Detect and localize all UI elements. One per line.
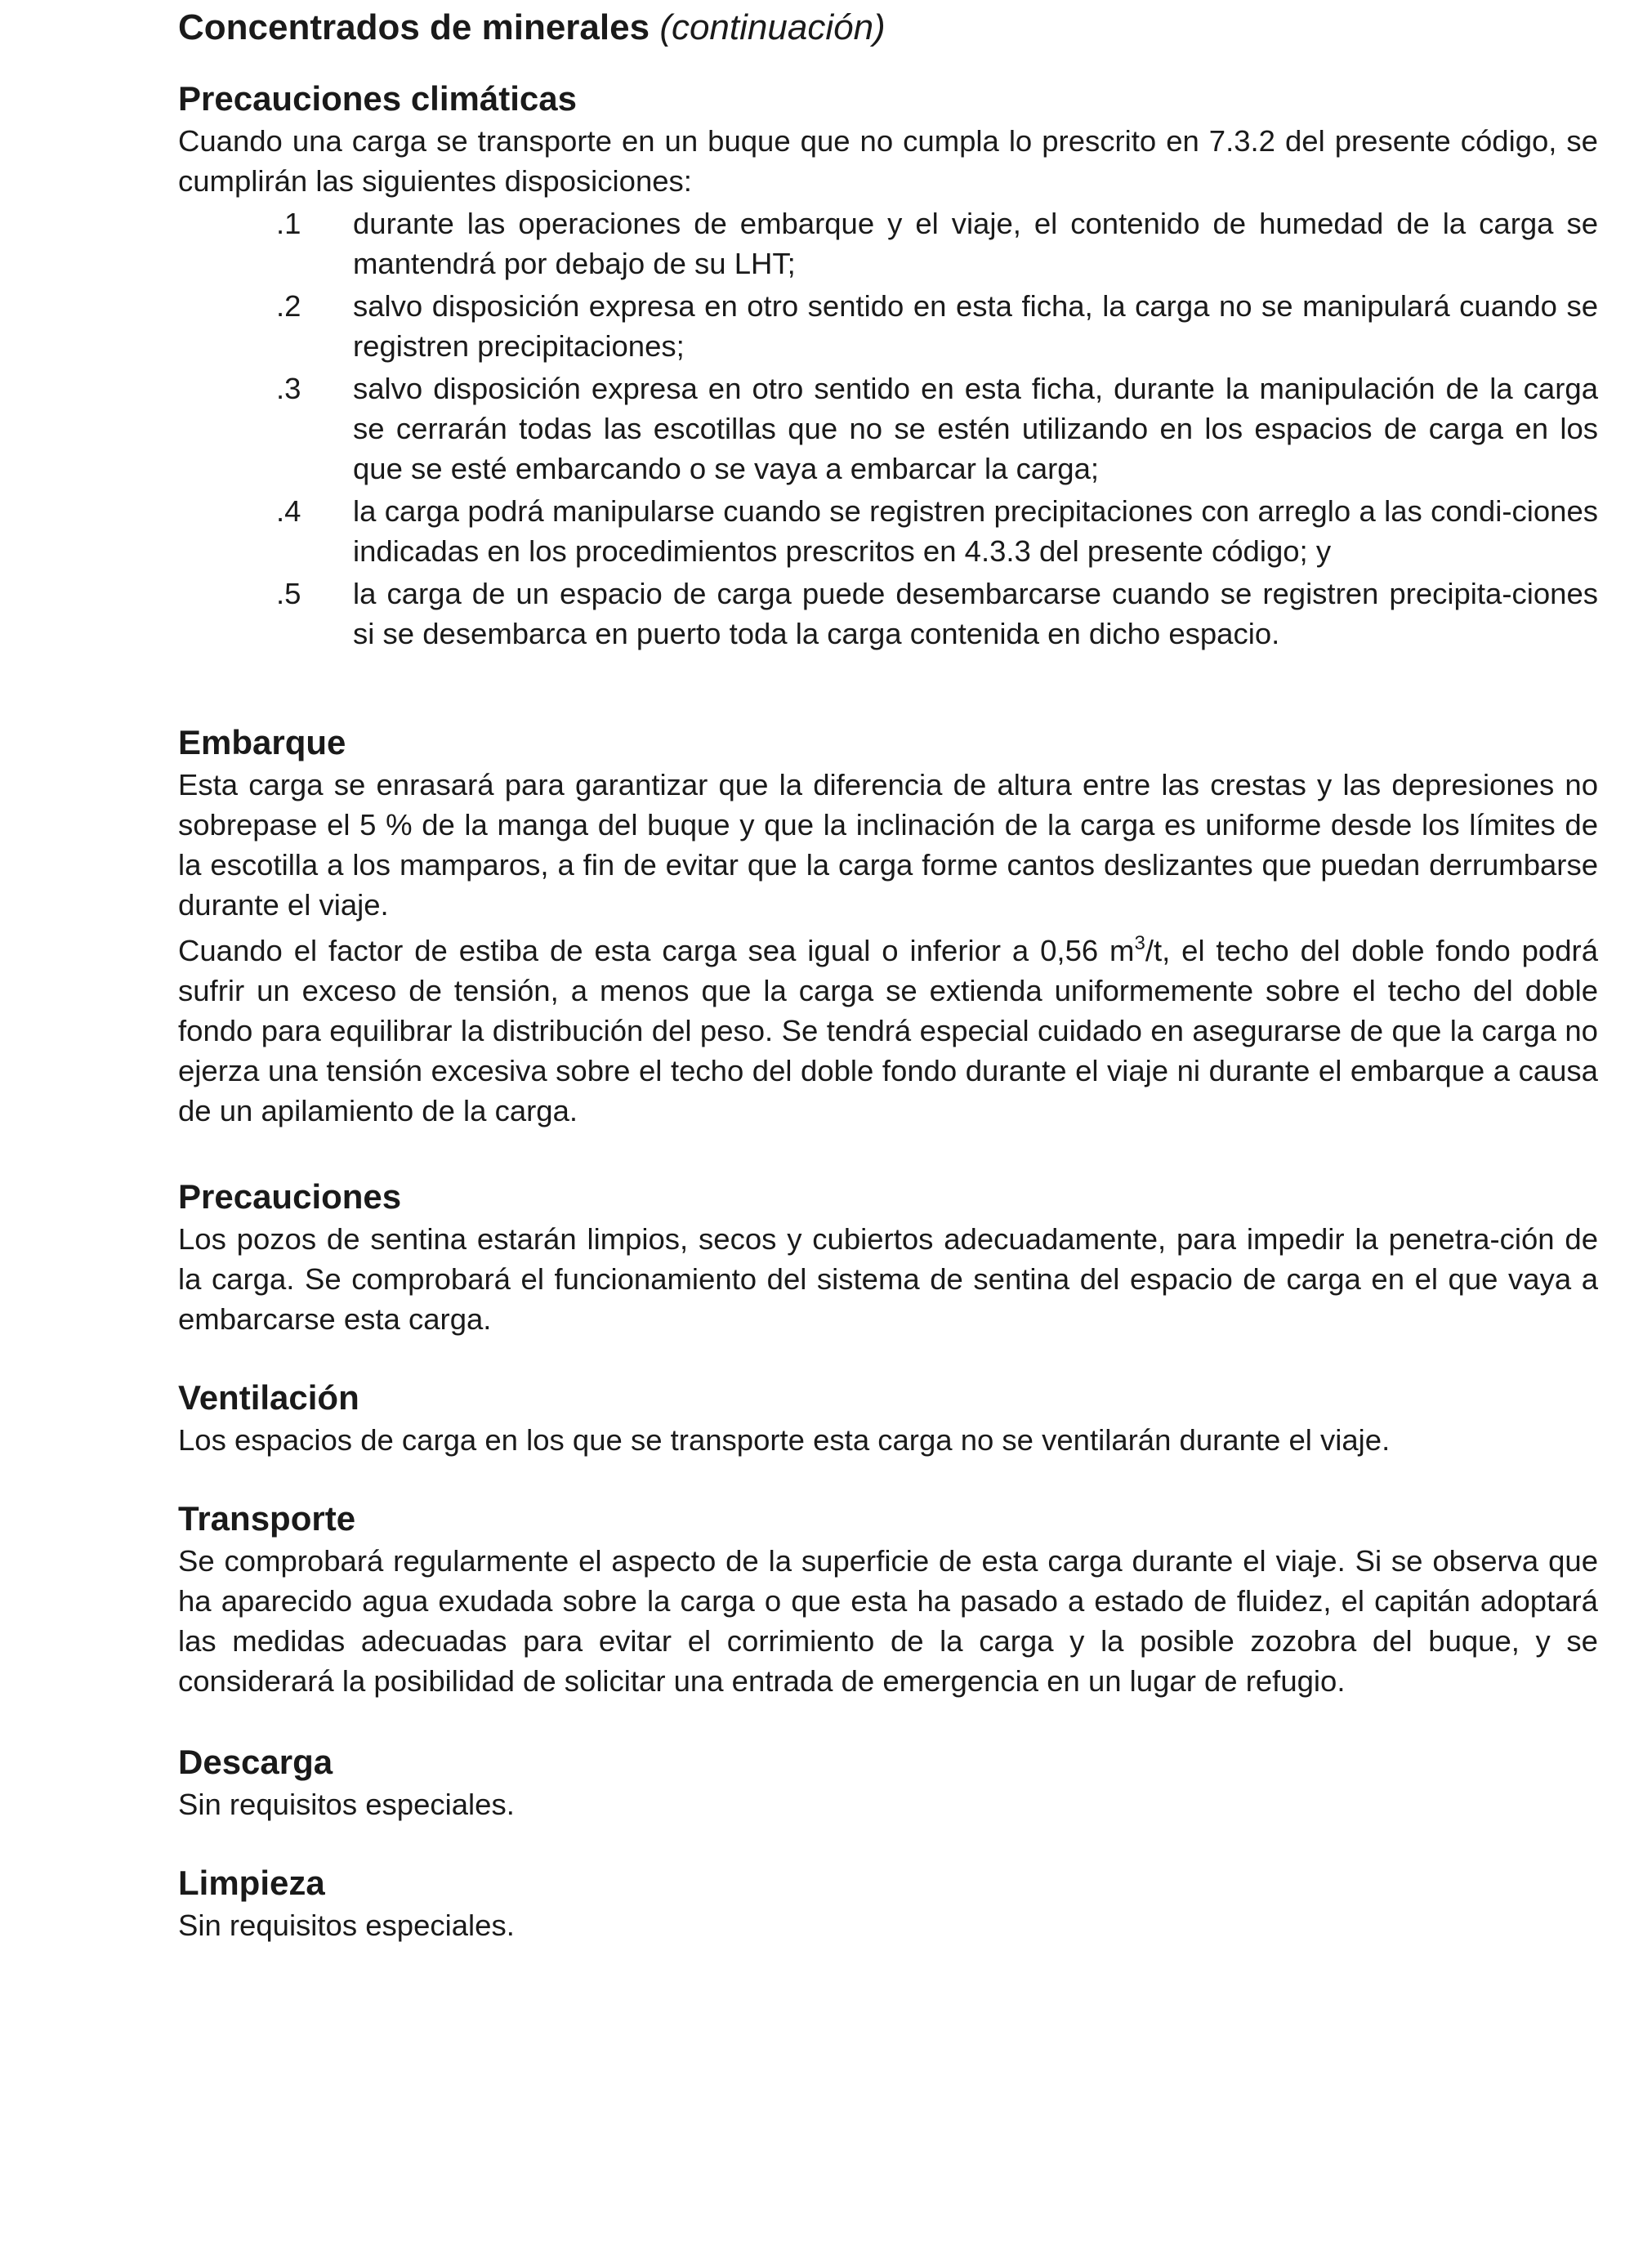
list-item <box>178 286 1598 366</box>
list-item-text: la carga de un espacio de carga puede desembarcarse cuando se registren precipita-ciones si se desembarca en puerto toda la carga contenida en dicho espacio. <box>353 577 1598 650</box>
section-paragraph-embarque-2 <box>178 931 1598 1131</box>
page-title-continuation: (continuación) <box>659 7 886 47</box>
section-heading-descarga: Descarga <box>178 1743 333 1781</box>
section-paragraph-embarque-1: Esta carga se enrasará para garantizar que la diferencia de altura entre las crestas y las depresiones no sobrepase el 5 % de la manga del buque y que la inclinación de la carga es uniforme desde los límites de la escotilla a los mamparos, a fin de evitar que la carga forme cantos deslizantes que puedan derrumbarse durante el viaje. <box>178 768 1598 922</box>
list-item-number: .1 <box>276 207 301 240</box>
section-heading-embarque: Embarque <box>178 723 346 761</box>
list-item-number: .3 <box>276 372 301 405</box>
section-paragraph-precauciones: Los pozos de sentina estarán limpios, secos y cubiertos adecuadamente, para impedir la penetra-ción de la carga. Se comprobará el funcionamiento del sistema de sentina del espacio de carga en el que vaya a embarcarse esta carga. <box>178 1222 1598 1336</box>
list-item <box>178 491 1598 571</box>
section-heading-limpieza: Limpieza <box>178 1864 325 1902</box>
section-paragraph-transporte: Se comprobará regularmente el aspecto de la superficie de esta carga durante el viaje. Si se observa que ha aparecido agua exudada sobre la carga o que esta ha pasado a estado de fluidez, el capitán adoptará las medidas adecuadas para evitar el corrimiento de la carga y la posible zozobra del buque, y se considerará la posibilidad de solicitar una entrada de emergencia en un lugar de refugio. <box>178 1544 1598 1698</box>
section-precauciones <box>178 1175 1598 1339</box>
section-descarga <box>178 1740 1598 1824</box>
provisions-list <box>178 203 1598 654</box>
section-transporte <box>178 1497 1598 1701</box>
page-title-main: Concentrados de minerales <box>178 7 650 47</box>
superscript-exponent: 3 <box>1134 932 1145 954</box>
stowage-text-after: /t, el techo del doble fondo podrá sufrir un exceso de tensión, a menos que la carga se extienda uniformemente sobre el techo del doble fondo para equilibrar la distribución del peso. Se tendrá especial cuidado en asegurarse de que la carga no ejerza una tensión excesiva sobre el techo del doble fondo durante el viaje ni durante el embarque a causa de un apilamiento de la carga. <box>178 934 1598 1127</box>
section-limpieza <box>178 1861 1598 1945</box>
section-ventilacion <box>178 1376 1598 1460</box>
list-item-text: salvo disposición expresa en otro sentido en esta ficha, la carga no se manipulará cuando se registren precipitaciones; <box>353 289 1598 363</box>
section-embarque <box>178 721 1598 1131</box>
page-title <box>178 5 886 51</box>
list-item <box>178 203 1598 284</box>
section-heading-precauciones: Precauciones <box>178 1177 402 1216</box>
list-item <box>178 368 1598 489</box>
section-paragraph-limpieza: Sin requisitos especiales. <box>178 1909 515 1942</box>
list-item-text: la carga podrá manipularse cuando se registren precipitaciones con arreglo a las condi-ciones indicadas en los procedimientos prescritos en 4.3.3 del presente código; y <box>353 494 1598 568</box>
list-item-text: durante las operaciones de embarque y el viaje, el contenido de humedad de la carga se mantendrá por debajo de su LHT; <box>353 207 1598 280</box>
list-item <box>178 574 1598 654</box>
section-heading-ventilacion: Ventilación <box>178 1378 359 1417</box>
section-paragraph-descarga: Sin requisitos especiales. <box>178 1788 515 1821</box>
list-item-number: .5 <box>276 577 301 610</box>
section-paragraph-ventilacion: Los espacios de carga en los que se transporte esta carga no se ventilarán durante el viaje. <box>178 1423 1391 1457</box>
section-precauciones-climaticas <box>178 77 1598 654</box>
list-item-text: salvo disposición expresa en otro sentido en esta ficha, durante la manipulación de la carga se cerrarán todas las escotillas que no se estén utilizando en los espacios de carga en los que se esté embarcando o se vaya a embarcar la carga; <box>353 372 1598 485</box>
section-heading-transporte: Transporte <box>178 1499 356 1538</box>
section-intro-precauciones-climaticas: Cuando una carga se transporte en un buque que no cumpla lo prescrito en 7.3.2 del presente código, se cumplirán las siguientes disposiciones: <box>178 124 1598 198</box>
section-heading-precauciones-climaticas: Precauciones climáticas <box>178 79 577 118</box>
list-item-number: .2 <box>276 289 301 323</box>
stowage-text-before: Cuando el factor de estiba de esta carga sea igual o inferior a 0,56 m <box>178 934 1135 967</box>
list-item-number: .4 <box>276 494 301 528</box>
